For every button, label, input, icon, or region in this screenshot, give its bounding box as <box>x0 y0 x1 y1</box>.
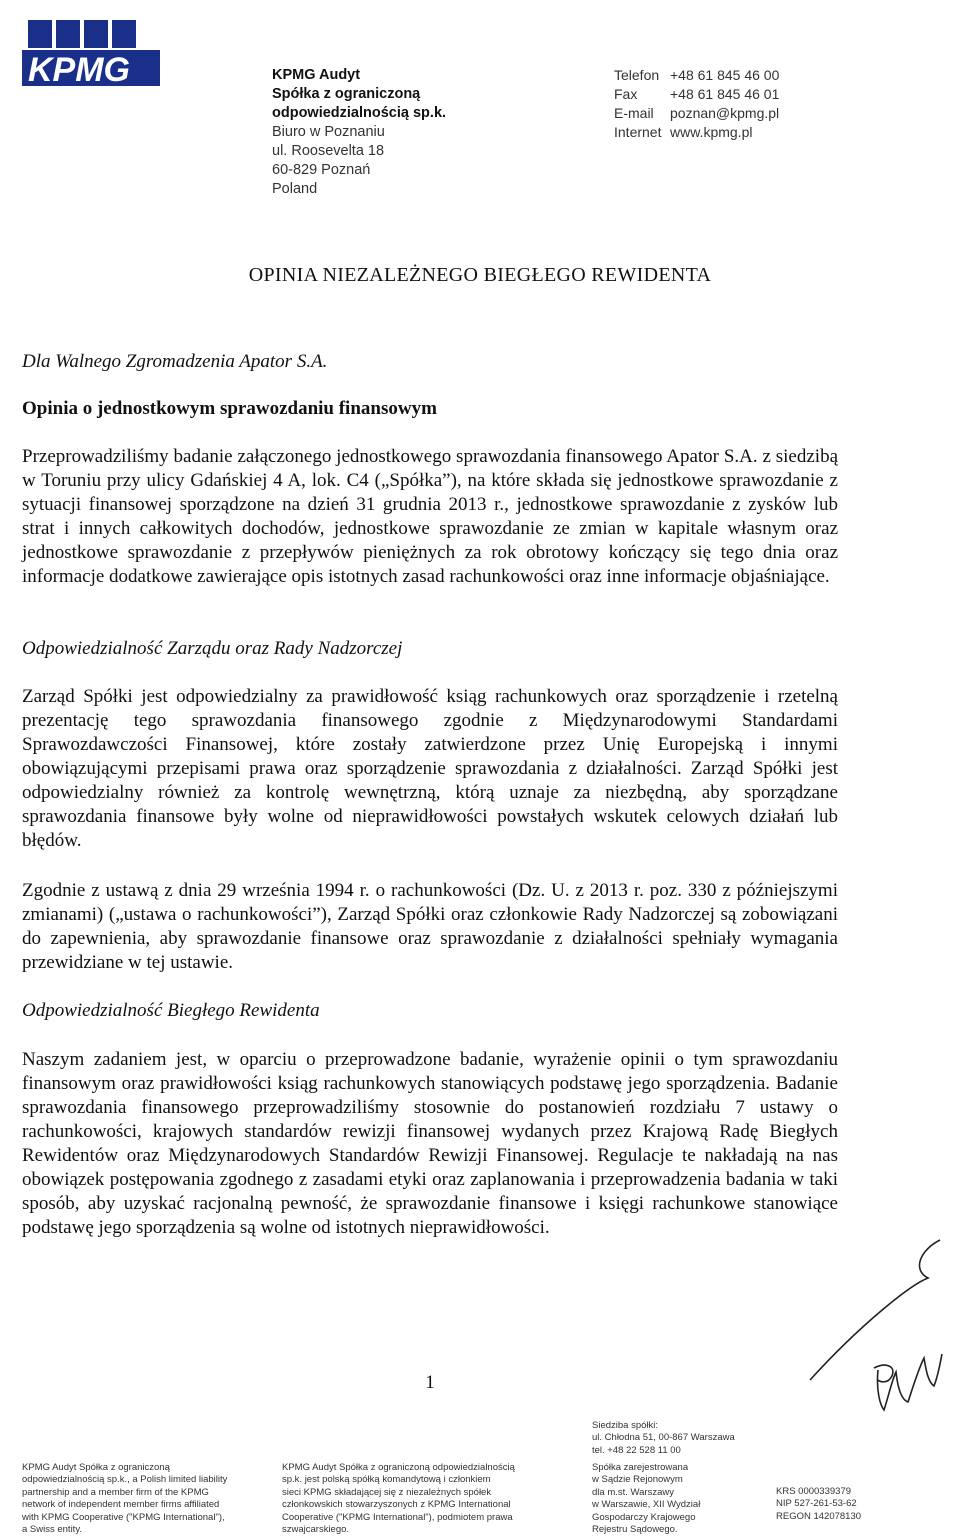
logo-text: KPMG <box>28 51 130 88</box>
contact-row-email <box>614 104 779 123</box>
footer-line: w Warszawie, XII Wydział <box>592 1499 701 1511</box>
page-number: 1 <box>425 1372 435 1393</box>
footer-line: NIP 527-261-53-62 <box>776 1498 857 1510</box>
footer-column-registration <box>592 1462 700 1536</box>
footer-line: Gospodarczy Krajowego <box>592 1511 696 1523</box>
address-line: ul. Roosevelta 18 <box>272 143 385 159</box>
footer-line: odpowiedzialnością sp.k., a Polish limited liability <box>22 1474 228 1486</box>
addressee: Dla Walnego Zgromadzenia Apator S.A. <box>22 351 328 372</box>
signature-strokes <box>800 1230 950 1420</box>
paragraph-2: Zarząd Spółki jest odpowiedzialny za prawidłowość ksiąg rachunkowych oraz sporządzenie i rzetelną prezentację tego sprawozdania finansowego zgodnie z Międzynarodowymi Standardami Sprawozdawczości Finansowej, które zostały zatwierdzone przez Unię Europejską i innymi obowiązującymi przepisami prawa oraz sporządzenie sprawozdania z działalności. Zarząd Spółki jest odpowiedzialny również za kontrolę wewnętrzną, którą uznaje za niezbędną, aby sporządzane sprawozdania finansowe były wolne od nieprawidłowości powstałych wskutek celowych działań lub błędów. <box>22 686 838 851</box>
contact-label: Internet <box>614 124 662 140</box>
footer-line: tel. +48 22 528 11 00 <box>592 1444 681 1456</box>
contact-value: +48 61 845 46 00 <box>670 67 780 83</box>
footer-line: Spółka zarejestrowana <box>592 1462 689 1473</box>
contact-label: Telefon <box>614 67 660 83</box>
contact-value: poznan@kpmg.pl <box>670 105 780 121</box>
footer-column-english <box>22 1462 227 1536</box>
section-heading-management: Odpowiedzialność Zarządu oraz Rady Nadzorczej <box>22 638 403 659</box>
address-line: 60-829 Poznań <box>272 162 371 178</box>
contact-value: +48 61 845 46 01 <box>670 86 780 102</box>
footer-line: członkowskich stowarzyszonych z KPMG International <box>282 1499 511 1511</box>
footer-column-polish <box>282 1462 515 1536</box>
handwritten-signature <box>800 1230 950 1420</box>
company-name-line: KPMG Audyt <box>272 67 361 83</box>
contact-row-phone <box>614 66 779 85</box>
address-line: Biuro w Poznaniu <box>272 124 385 140</box>
footer-line: KRS 0000339379 <box>776 1486 852 1497</box>
address-line: Poland <box>272 181 318 197</box>
kpmg-logo-graphic <box>22 20 162 88</box>
paragraph-4: Naszym zadaniem jest, w oparciu o przeprowadzone badanie, wyrażenie opinii o tym sprawozdaniu finansowym oraz prawidłowości ksiąg rachunkowych stanowiących podstawę jego sporządzenia. Badanie sprawozdania finansowego przeprowadziliśmy stosownie do postanowień rozdziału 7 ustawy o rachunkowości, krajowych standardów rewizji finansowej wydanych przez Krajową Radę Biegłych Rewidentów oraz Międzynarodowych Standardów Rewizji Finansowej. Regulacje te nakładają na nas obowiązek postępowania zgodnego z zasadami etyki oraz zaplanowania i przeprowadzenia badania w taki sposób, aby uzyskać racjonalną pewność, że sprawozdanie finansowe i księgi rachunkowe stanowiące podstawę jego sporządzenia są wolne od istotnych nieprawidłowości. <box>22 1049 838 1238</box>
footer-line: Siedziba spółki: <box>592 1420 659 1431</box>
footer-line: sieci KPMG składającej się z niezależnych spółek <box>282 1486 492 1498</box>
footer-line: KPMG Audyt Spółka z ograniczoną odpowiedzialnością <box>282 1462 515 1473</box>
section-heading-auditor: Odpowiedzialność Biegłego Rewidenta <box>22 1000 320 1021</box>
footer-line: Rejestru Sądowego. <box>592 1524 678 1536</box>
contact-value: www.kpmg.pl <box>670 124 753 140</box>
contact-row-fax <box>614 85 779 104</box>
footer-line: KPMG Audyt Spółka z ograniczoną <box>22 1462 170 1473</box>
footer-line: with KPMG Cooperative ("KPMG International"), <box>22 1511 225 1523</box>
footer-line: a Swiss entity. <box>22 1524 83 1536</box>
kpmg-logo <box>22 20 162 88</box>
footer-line: network of independent member firms affiliated <box>22 1499 220 1511</box>
footer-line: sp.k. jest polską spółką komandytową i członkiem <box>282 1474 491 1486</box>
section-heading-opinion: Opinia o jednostkowym sprawozdaniu finansowym <box>22 398 437 419</box>
paragraph-3: Zgodnie z ustawą z dnia 29 września 1994 r. o rachunkowości (Dz. U. z 2013 r. poz. 330 z późniejszymi zmianami) („ustawa o rachunkowości”), Zarząd Spółki oraz członkowie Rady Nadzorczej są zobowiązani do zapewnienia, aby sprawozdanie finansowe oraz sprawozdanie z działalności spełniały wymagania przewidziane w tej ustawie. <box>22 880 838 973</box>
footer-line: partnership and a member firm of the KPMG <box>22 1486 209 1498</box>
company-info <box>272 66 446 199</box>
paragraph-1: Przeprowadziliśmy badanie załączonego jednostkowego sprawozdania finansowego Apator S.A. z siedzibą w Toruniu przy ulicy Gdańskiej 4 A, lok. C4 („Spółka”), na które składa się jednostkowe sprawozdanie z sytuacji finansowej sporządzone na dzień 31 grudnia 2013 r., jednostkowe sprawozdanie z zysków lub strat i innych całkowitych dochodów, jednostkowe sprawozdanie ze zmian w kapitale własnym oraz jednostkowe sprawozdanie z przepływów pieniężnych za rok obrotowy kończący się tego dnia oraz informacje dodatkowe zawierające opis istotnych zasad rachunkowości oraz inne informacje objaśniające. <box>22 446 838 587</box>
footer-column-ids <box>776 1486 861 1523</box>
footer-line: w Sądzie Rejonowym <box>592 1474 683 1486</box>
contact-label: Fax <box>614 86 638 102</box>
document-title: OPINIA NIEZALEŻNEGO BIEGŁEGO REWIDENTA <box>248 264 712 286</box>
footer-line: dla m.st. Warszawy <box>592 1486 674 1498</box>
footer-registered-office <box>592 1420 735 1457</box>
contact-info <box>614 66 779 142</box>
contact-row-internet <box>614 123 779 142</box>
footer-line: szwajcarskiego. <box>282 1524 350 1536</box>
company-name-line: Spółka z ograniczoną <box>272 86 421 102</box>
footer-line: REGON 142078130 <box>776 1510 862 1522</box>
footer-line: ul. Chłodna 51, 00-867 Warszawa <box>592 1432 735 1444</box>
contact-label: E-mail <box>614 105 654 121</box>
footer-line: Cooperative ("KPMG International"), podmiotem prawa <box>282 1511 513 1523</box>
company-name-line: odpowiedzialnością sp.k. <box>272 105 447 121</box>
